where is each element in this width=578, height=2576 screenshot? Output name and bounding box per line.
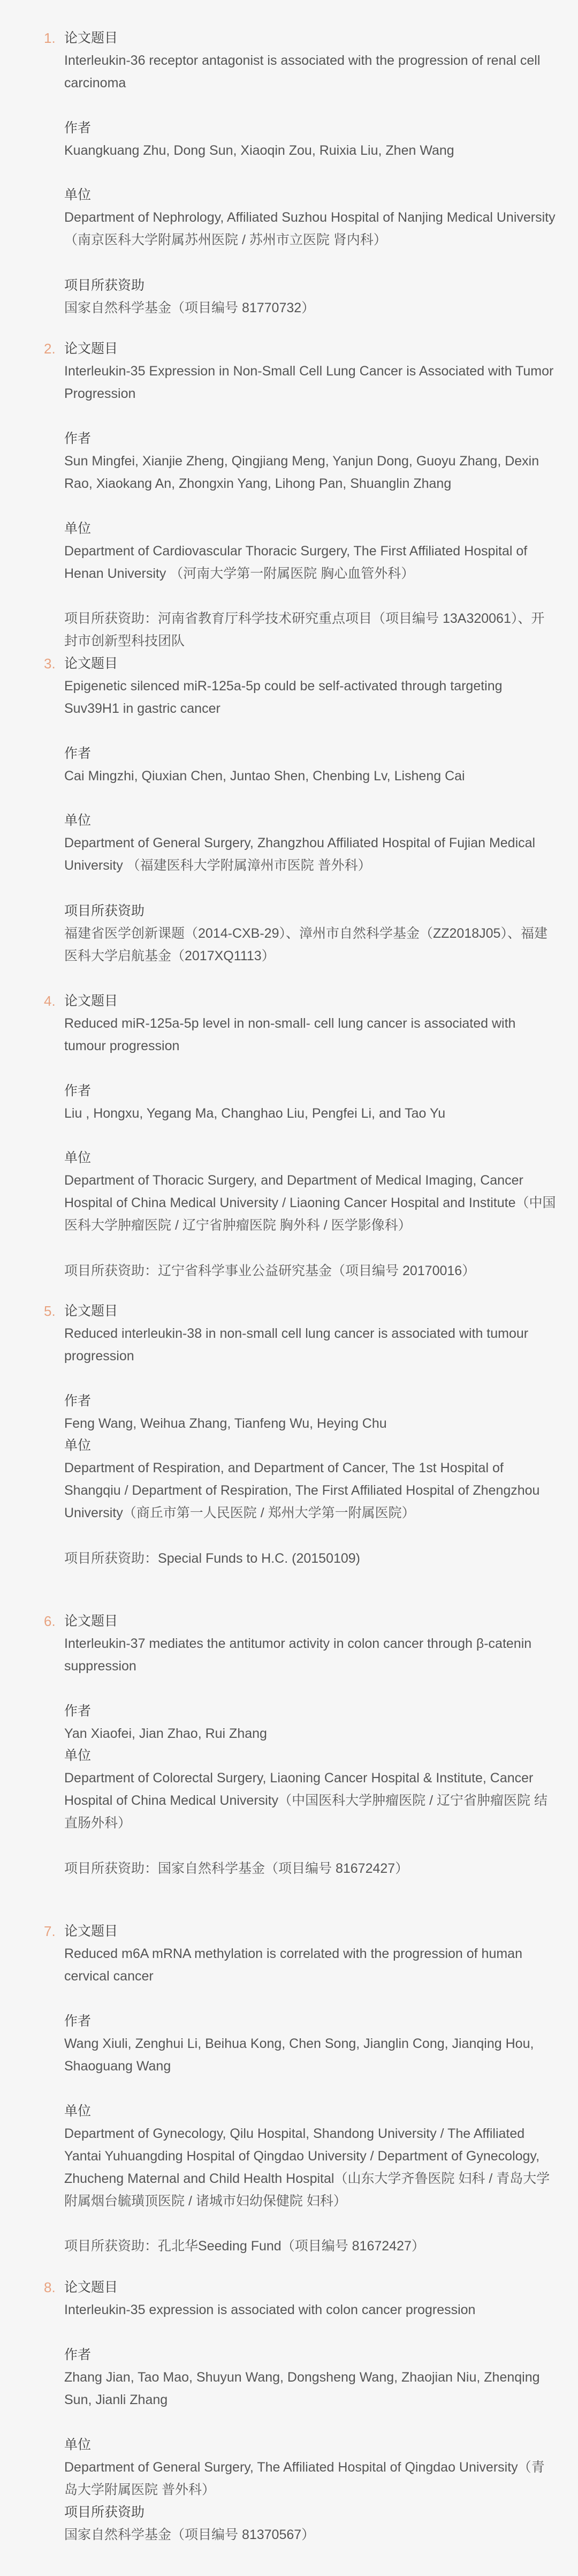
paper-title: Interleukin-36 receptor antagonist is associated with the progression of renal cell carcinoma [64, 53, 541, 91]
unit-label: 单位 [64, 187, 92, 202]
unit-label: 单位 [64, 2104, 92, 2119]
paper-title: Interleukin-35 expression is associated with colon cancer progression [64, 2302, 476, 2317]
unit-section [64, 1147, 557, 1237]
funding-text: 国家自然科学基金（项目编号 81770732） [64, 300, 315, 315]
unit-label: 单位 [64, 813, 92, 828]
title-section [64, 2276, 557, 2321]
title-section [64, 990, 557, 1057]
title-section [64, 27, 557, 94]
funding-label: 项目所获资助： [64, 1263, 158, 1278]
entry-number: 5. [44, 1303, 56, 1319]
funding-section [64, 1547, 557, 1570]
entry-number: 2. [44, 341, 56, 357]
authors-text: Sun Mingfei, Xianjie Zheng, Qingjiang Meng, Yanjun Dong, Guoyu Zhang, Dexin Rao, Xiaokang An, Zhongxin Yang, Lihong Pan, Shuanglin Zhang [64, 454, 539, 491]
authors-label: 作者 [64, 120, 92, 135]
funding-section [64, 2235, 557, 2257]
unit-text: Department of Nephrology, Affiliated Suzhou Hospital of Nanjing Medical University （南京医科大学附属苏州医院 / 苏州市立医院 肾内科） [64, 210, 556, 247]
entry-number: 6. [44, 1613, 56, 1629]
funding-label: 项目所获资助 [64, 903, 145, 918]
funding-section [64, 2501, 557, 2546]
paper-title: Epigenetic silenced miR-125a-5p could be self-activated through targeting Suv39H1 in gastric cancer [64, 679, 503, 716]
funding-label: 项目所获资助： [64, 1861, 158, 1876]
funding-label: 项目所获资助 [64, 2505, 145, 2520]
authors-section [64, 1080, 557, 1125]
title-section [64, 337, 557, 405]
unit-section [64, 809, 557, 877]
title-label: 论文题目 [64, 2280, 118, 2295]
title-section [64, 1300, 557, 1367]
title-label: 论文题目 [64, 1614, 118, 1629]
authors-section [64, 742, 557, 787]
unit-section [64, 1434, 557, 1524]
authors-text: Yan Xiaofei, Jian Zhao, Rui Zhang [64, 1726, 267, 1741]
title-section [64, 652, 557, 720]
authors-text: Wang Xiuli, Zenghui Li, Beihua Kong, Chen Song, Jianglin Cong, Jianqing Hou, Shaoguang Wang [64, 2036, 534, 2074]
funding-label: 项目所获资助： [64, 1551, 158, 1566]
funding-text: 河南省教育厅科学技术研究重点项目（项目编号 13A320061）、开封市创新型科技团队 [64, 611, 545, 649]
entry-number: 1. [44, 30, 56, 46]
funding-section [64, 1260, 557, 1282]
authors-section [64, 427, 557, 495]
title-label: 论文题目 [64, 1924, 118, 1939]
authors-text: Liu , Hongxu, Yegang Ma, Changhao Liu, Pengfei Li, and Tao Yu [64, 1106, 446, 1121]
paper-title: Reduced m6A mRNA methylation is correlated with the progression of human cervical cancer [64, 1946, 522, 1984]
funding-text: 国家自然科学基金（项目编号 81672427） [158, 1861, 409, 1876]
title-label: 论文题目 [64, 1304, 118, 1319]
authors-label: 作者 [64, 431, 92, 446]
authors-label: 作者 [64, 1704, 92, 1719]
funding-text: 辽宁省科学事业公益研究基金（项目编号 20170016） [158, 1263, 476, 1278]
paper-title: Interleukin-35 Expression in Non-Small Cell Lung Cancer is Associated with Tumor Progression [64, 364, 554, 401]
paper-title: Reduced interleukin-38 in non-small cell lung cancer is associated with tumour progression [64, 1326, 529, 1364]
entry-number: 3. [44, 656, 56, 672]
authors-text: Cai Mingzhi, Qiuxian Chen, Juntao Shen, Chenbing Lv, Lisheng Cai [64, 769, 465, 784]
unit-text: Department of General Surgery, The Affiliated Hospital of Qingdao University（青岛大学附属医院 普外科） [64, 2460, 545, 2497]
unit-text: Department of Colorectal Surgery, Liaoning Cancer Hospital & Institute, Cancer Hospital of China Medical University（中国医科大学肿瘤医院 / 辽宁省肿瘤医院 结直肠外科） [64, 1771, 547, 1831]
entry-number: 4. [44, 993, 56, 1009]
paper-title: Reduced miR-125a-5p level in non-small- cell lung cancer is associated with tumour progression [64, 1016, 516, 1053]
funding-text: 国家自然科学基金（项目编号 81370567） [64, 2527, 315, 2542]
funding-text: 福建省医学创新课题（2014-CXB-29）、漳州市自然科学基金（ZZ2018J05）、福建医科大学启航基金（2017XQ1113） [64, 926, 547, 963]
unit-section [64, 1744, 557, 1834]
funding-section [64, 607, 557, 652]
unit-section [64, 517, 557, 585]
unit-text: Department of Thoracic Surgery, and Department of Medical Imaging, Cancer Hospital of China Medical University / Liaoning Cancer Hospital and Institute（中国医科大学肿瘤医院 / 辽宁省肿瘤医院 胸外科 / 医学影像科） [64, 1173, 556, 1233]
funding-section [64, 274, 557, 319]
entry-number: 7. [44, 1923, 56, 1939]
unit-label: 单位 [64, 521, 92, 536]
authors-label: 作者 [64, 2014, 92, 2029]
authors-text: Kuangkuang Zhu, Dong Sun, Xiaoqin Zou, Ruixia Liu, Zhen Wang [64, 143, 454, 158]
authors-section [64, 1700, 557, 1745]
unit-section [64, 2100, 557, 2212]
authors-label: 作者 [64, 1083, 92, 1098]
authors-label: 作者 [64, 746, 92, 761]
unit-label: 单位 [64, 1438, 92, 1453]
title-label: 论文题目 [64, 31, 118, 46]
authors-section [64, 2344, 557, 2411]
unit-text: Department of Respiration, and Department of Cancer, The 1st Hospital of Shangqiu / Department of Respiration, The First Affiliated Hospital of Zhengzhou University（商丘市第一人民医院 / 郑州大学第一附属医院） [64, 1460, 540, 1520]
unit-text: Department of Gynecology, Qilu Hospital, Shandong University / The Affiliated Yantai Yuhuangding Hospital of Qingdao University / Department of Gynecology, Zhucheng Maternal and Child Health Hospital（山东大学齐鲁医院 妇科 / 青岛大学附属烟台毓璜顶医院 / 诸城市妇幼保健院 妇科） [64, 2126, 550, 2209]
funding-section [64, 900, 557, 967]
funding-label: 项目所获资助： [64, 611, 158, 626]
unit-label: 单位 [64, 2437, 92, 2452]
title-section [64, 1610, 557, 1677]
unit-label: 单位 [64, 1748, 92, 1763]
unit-text: Department of General Surgery, Zhangzhou Affiliated Hospital of Fujian Medical University （福建医科大学附属漳州市医院 普外科） [64, 835, 536, 873]
authors-text: Zhang Jian, Tao Mao, Shuyun Wang, Dongsheng Wang, Zhaojian Niu, Zhenqing Sun, Jianli Zhang [64, 2370, 540, 2407]
title-section [64, 1920, 557, 1987]
funding-text: 孔北华Seeding Fund（项目编号 81672427） [158, 2239, 425, 2254]
funding-text: Special Funds to H.C. (20150109) [158, 1551, 361, 1566]
funding-section [64, 1857, 557, 1880]
funding-label: 项目所获资助： [64, 2239, 158, 2254]
authors-text: Feng Wang, Weihua Zhang, Tianfeng Wu, Heying Chu [64, 1416, 387, 1431]
authors-label: 作者 [64, 1394, 92, 1408]
authors-section [64, 2010, 557, 2077]
unit-text: Department of Cardiovascular Thoracic Surgery, The First Affiliated Hospital of Henan University （河南大学第一附属医院 胸心血管外科） [64, 544, 528, 581]
unit-section [64, 184, 557, 251]
funding-label: 项目所获资助 [64, 278, 145, 293]
unit-section [64, 2434, 557, 2501]
paper-title: Interleukin-37 mediates the antitumor activity in colon cancer through β-catenin suppression [64, 1636, 532, 1674]
authors-section [64, 1390, 557, 1435]
authors-label: 作者 [64, 2347, 92, 2362]
title-label: 论文题目 [64, 341, 118, 356]
authors-section [64, 117, 557, 162]
entry-number: 8. [44, 2279, 56, 2295]
unit-label: 单位 [64, 1150, 92, 1165]
title-label: 论文题目 [64, 993, 118, 1008]
title-label: 论文题目 [64, 656, 118, 671]
